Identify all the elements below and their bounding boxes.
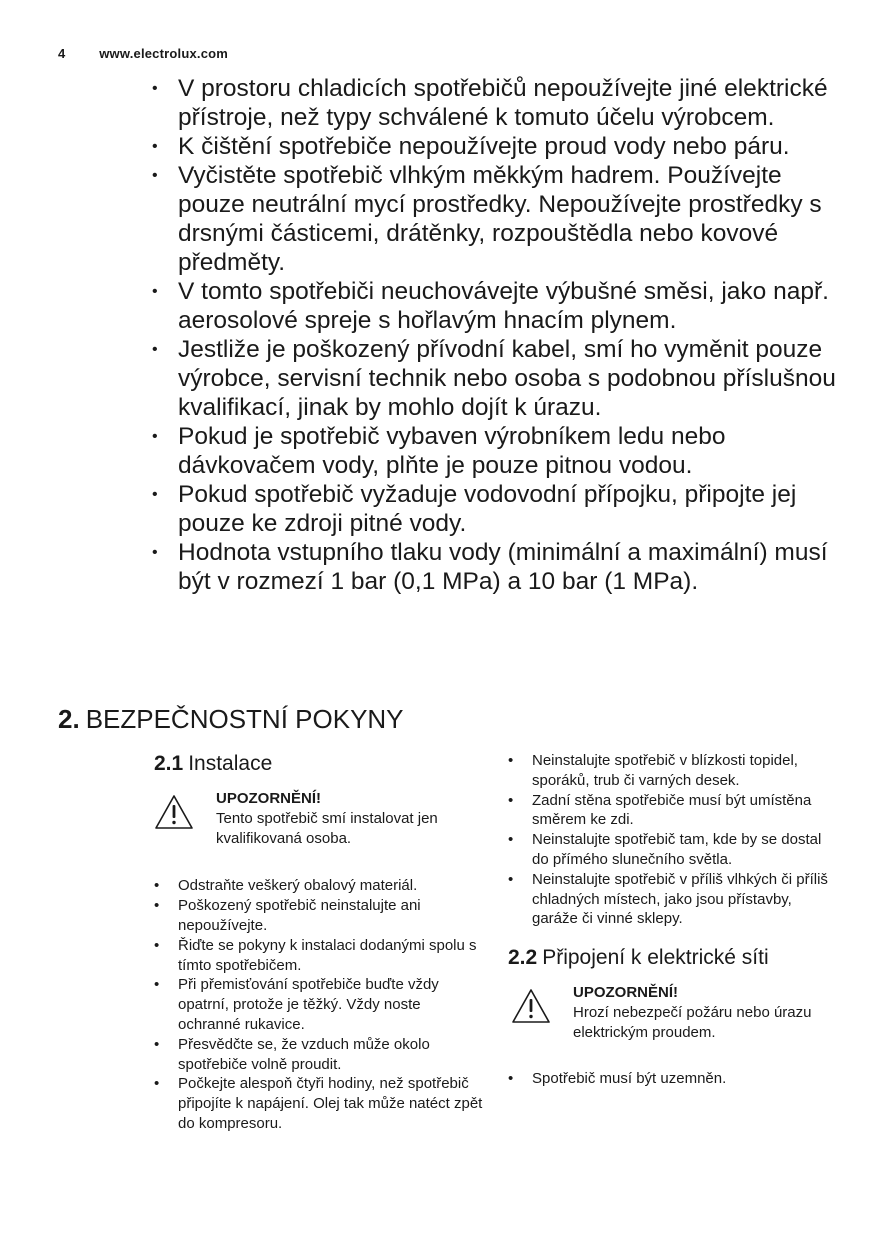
list-item: • Hodnota vstupního tlaku vody (minimální a maximální) musí být v rozmezí 1 bar (0,1 MPa) a 10 bar (1 MPa).: [152, 539, 828, 595]
bullet-icon: •: [152, 544, 158, 561]
warning-text: Hrozí nebezpečí požáru nebo úrazu elektrickým proudem.: [573, 1003, 812, 1041]
installation-bullet-list: [154, 876, 484, 1133]
page-header: [58, 46, 228, 61]
list-item: • Pokud spotřebič vyžaduje vodovodní přípojku, připojte jej pouze ke zdroji pitné vody.: [152, 481, 797, 537]
electrical-bullet-list: [508, 1069, 828, 1089]
list-item: • V prostoru chladicích spotřebičů nepoužívejte jiné elektrické přístroje, než typy schválené k tomuto účelu výrobcem.: [152, 75, 828, 131]
warning-text: Tento spotřebič smí instalovat jen kvalifikovaná osoba.: [216, 809, 438, 847]
warning-box: [511, 983, 828, 1042]
installation-bullet-list-continued: [508, 751, 828, 929]
left-column: [154, 751, 484, 1134]
list-item: • Poškozený spotřebič neinstalujte ani nepoužívejte.: [154, 897, 421, 934]
list-item: • V tomto spotřebiči neuchovávejte výbušné směsi, jako např. aerosolové spreje s hořlavým hnacím plynem.: [152, 278, 829, 334]
section-heading: BEZPEČNOSTNÍ POKYNY: [85, 704, 404, 734]
section-number: 2.: [58, 704, 80, 734]
intro-bullet-list: [152, 74, 848, 596]
bullet-icon: •: [152, 80, 158, 97]
bullet-icon: •: [508, 870, 514, 888]
bullet-icon: •: [152, 428, 158, 445]
bullet-icon: •: [154, 976, 160, 994]
bullet-icon: •: [152, 341, 158, 358]
warning-title: UPOZORNĚNÍ!: [216, 790, 321, 807]
list-item: • Neinstalujte spotřebič v blízkosti topidel, sporáků, trub či varných desek.: [508, 752, 798, 789]
list-item: • Spotřebič musí být uzemněn.: [508, 1069, 727, 1087]
warning-title: UPOZORNĚNÍ!: [573, 984, 678, 1002]
list-item: • Odstraňte veškerý obalový materiál.: [154, 877, 418, 895]
list-item: • Vyčistěte spotřebič vlhkým měkkým hadrem. Používejte pouze neutrální mycí prostředky. Nepoužívejte prostředky s drsnými částicemi, drátěnky, rozpouštědla nebo kovové předměty.: [152, 162, 822, 276]
bullet-icon: •: [508, 831, 514, 849]
right-column: [508, 751, 828, 1088]
bullet-icon: •: [152, 486, 158, 503]
bullet-icon: •: [154, 1075, 160, 1093]
bullet-icon: •: [508, 1069, 514, 1087]
list-item: • Jestliže je poškozený přívodní kabel, smí ho vyměnit pouze výrobce, servisní technik nebo osoba s podobnou příslušnou kvalifikací, jinak by mohlo dojít k úrazu.: [152, 336, 836, 421]
warning-box: [154, 789, 484, 848]
bullet-icon: •: [508, 752, 514, 769]
list-item: • Při přemisťování spotřebiče buďte vždy opatrní, protože je těžký. Vždy noste ochranné rukavice.: [154, 976, 439, 1033]
warning-triangle-icon: [154, 794, 194, 830]
bullet-icon: •: [154, 936, 160, 954]
bullet-icon: •: [152, 138, 158, 155]
page-number: 4: [58, 46, 66, 61]
list-item: • Neinstalujte spotřebič tam, kde by se dostal do přímého slunečního světla.: [508, 831, 822, 868]
list-item: • Neinstalujte spotřebič v příliš vlhkých či příliš chladných místech, jako jsou přístavby, garáže či vinné sklepy.: [508, 870, 828, 928]
bullet-icon: •: [154, 1035, 160, 1053]
bullet-icon: •: [154, 897, 160, 915]
bullet-icon: •: [152, 283, 158, 300]
subsection-title-installation: 2.1 Instalace: [154, 752, 273, 775]
subsection-title-electrical: 2.2 Připojení k elektrické síti: [508, 946, 769, 970]
list-item: • Zadní stěna spotřebiče musí být umístěna směrem ke zdi.: [508, 791, 812, 829]
warning-triangle-icon: [511, 988, 551, 1024]
list-item: • Počkejte alespoň čtyři hodiny, než spotřebič připojíte k napájení. Olej tak může natéct zpět do kompresoru.: [154, 1075, 483, 1132]
section-title: [58, 703, 404, 735]
bullet-icon: •: [508, 791, 514, 809]
list-item: • Pokud je spotřebič vybaven výrobníkem ledu nebo dávkovačem vody, plňte je pouze pitnou vodou.: [152, 423, 726, 479]
bullet-icon: •: [152, 167, 158, 184]
list-item: • K čištění spotřebiče nepoužívejte proud vody nebo páru.: [152, 133, 790, 160]
website-url: www.electrolux.com: [99, 46, 229, 61]
list-item: • Přesvědčte se, že vzduch může okolo spotřebiče volně proudit.: [154, 1035, 430, 1073]
bullet-icon: •: [154, 877, 160, 895]
list-item: • Řiďte se pokyny k instalaci dodanými spolu s tímto spotřebičem.: [154, 936, 477, 974]
